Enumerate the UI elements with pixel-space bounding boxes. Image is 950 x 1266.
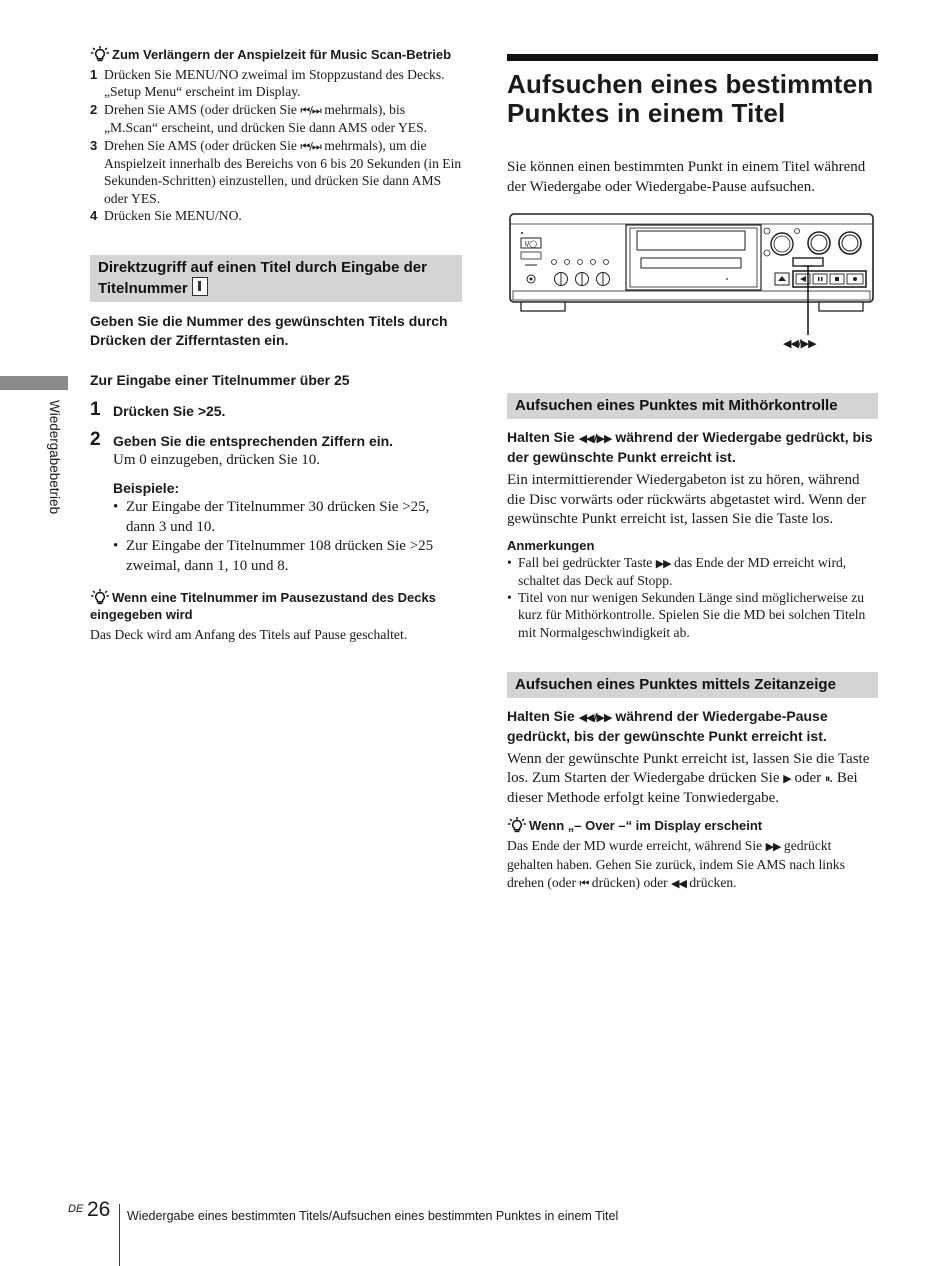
tip-body: Das Deck wird am Anfang des Titels auf Pause geschaltet.: [90, 627, 408, 643]
list-number: 2: [90, 101, 98, 117]
skip-prev-next-icon: ⏮/⏭: [300, 103, 321, 117]
step-number: 2: [90, 428, 101, 450]
list-number: 3: [90, 137, 98, 153]
side-tab-marker: [0, 376, 68, 390]
tip-over-body: [507, 837, 878, 892]
page-number: 26: [87, 1198, 111, 1221]
step-text: Drücken Sie >25.: [113, 402, 226, 419]
tip-heading-pause: [90, 589, 462, 623]
svg-text:I/◯: I/◯: [524, 240, 538, 248]
step-1: [90, 398, 462, 421]
list-item: • Zur Eingabe der Titelnummer 108 drücken Sie >25 zweimal, dann 1, 10 und 8.: [113, 537, 462, 576]
list-item: • Zur Eingabe der Titelnummer 30 drücken Sie >25, dann 3 und 10.: [113, 498, 462, 537]
sec1-body: Ein intermittierender Wiedergabeton ist zu hören, während die Disc vorwärts oder rückwärts abgetastet wird. Wenn der gewünschte Punkt erreicht ist, lassen Sie die Taste los.: [507, 472, 866, 527]
notes-list: [507, 554, 878, 641]
subheading-over-25: Zur Eingabe einer Titelnummer über 25: [90, 371, 350, 388]
ff-rew-icon: ◀◀/▶▶: [578, 432, 612, 445]
left-column: [90, 46, 462, 644]
section-heading-time-display: Aufsuchen eines Punktes mittels Zeitanzeige: [507, 672, 878, 698]
section-heading-monitor: Aufsuchen eines Punktes mit Mithörkontrolle: [507, 393, 878, 419]
md-deck-drawing: [507, 211, 878, 361]
section-heading-text: Direktzugriff auf einen Titel durch Eingabe der Titelnummer: [98, 258, 427, 297]
footer-language-code: DE: [68, 1203, 84, 1215]
tip-text: Das Ende der MD wurde erreicht, während Sie: [507, 838, 766, 854]
sec1-lead: [507, 428, 878, 467]
list-text: Drücken Sie MENU/NO.: [104, 208, 242, 224]
footer-divider: [119, 1204, 120, 1266]
list-text: Drehen Sie AMS (oder drücken Sie: [104, 101, 301, 117]
tip-heading-over: [507, 817, 878, 834]
lightbulb-tip-icon: [90, 589, 110, 605]
section-lead: Geben Sie die Nummer des gewünschten Titels durch Drücken der Zifferntasten ein.: [90, 312, 448, 348]
md-deck-illustration: [507, 211, 878, 361]
sec2-body: [507, 750, 878, 809]
step-text: Geben Sie die entsprechenden Ziffern ein.: [113, 432, 394, 449]
sec2-lead: [507, 707, 878, 746]
page-footer: [68, 1198, 868, 1266]
tip-text: gedrückt gehalten haben. Gehen Sie zurück, indem Sie AMS nach links drehen (oder: [507, 838, 845, 890]
title-rule: [507, 54, 878, 61]
lightbulb-tip-icon: [90, 46, 110, 62]
tip-heading-text: Zum Verlängern der Anspielzeit für Music Scan-Betrieb: [112, 47, 452, 62]
examples-label: Beispiele:: [113, 480, 180, 497]
list-item: [507, 554, 878, 590]
note-text: Fall bei gedrückter Taste: [518, 554, 656, 570]
step-body: Um 0 einzugeben, drücken Sie 10.: [113, 451, 321, 468]
side-chapter-label: Wiedergabebetrieb: [47, 400, 62, 515]
skip-previous-icon: ⏮: [579, 876, 589, 890]
note-text: das Ende der MD erreicht wird, schaltet das Deck auf Stopp.: [518, 554, 847, 588]
play-icon: ▶: [783, 772, 791, 786]
rewind-icon: ◀◀: [671, 876, 686, 890]
right-column: [507, 54, 878, 892]
fast-forward-icon: ▶▶: [765, 840, 781, 854]
body-text: oder: [790, 770, 825, 787]
lead-text: Halten Sie: [507, 429, 579, 445]
examples-list: [113, 498, 462, 576]
skip-prev-next-icon: ⏮/⏭: [300, 139, 321, 153]
list-item: [90, 101, 462, 137]
body-text: Wenn der gewünschte Punkt erreicht ist, lassen Sie die Taste los. Zum Starten der Wiedergabe drücken Sie: [507, 750, 870, 787]
list-number: 4: [90, 208, 98, 224]
ff-rew-icon: ◀◀/▶▶: [578, 710, 612, 724]
fast-forward-icon: ▶▶: [655, 556, 671, 570]
intro-text: Sie können einen bestimmten Punkt in einem Titel während der Wiedergabe oder Wiedergabe-Pause aufsuchen.: [507, 159, 866, 195]
tip-text: drücken) oder: [588, 874, 672, 890]
lightbulb-tip-icon: [507, 817, 527, 833]
tip-heading-extend-scan: [90, 46, 462, 63]
list-text: Drücken Sie MENU/NO zweimal im Stoppzustand des Decks. „Setup Menu“ erscheint im Display.: [104, 67, 445, 100]
ff-rew-button-callout: ◀◀/▶▶: [783, 337, 816, 350]
body-text: . Bei dieser Methode erfolgt keine Tonwiedergabe.: [507, 770, 858, 806]
list-item: [90, 66, 462, 101]
footer-running-title: Wiedergabe eines bestimmten Titels/Aufsuchen eines bestimmten Punktes in einem Titel: [127, 1209, 619, 1223]
note-text: Titel von nur wenigen Sekunden Länge sind möglicherweise zu kurz für Mithörkontrolle. Spielen Sie die MD bei solchen Titeln mit Normalgeschwindigkeit ab.: [518, 590, 866, 640]
section-heading-direct-access: [90, 255, 462, 302]
list-item: [90, 207, 462, 224]
list-text: mehrmals), um die Anspielzeit innerhalb des Bereichs von 6 bis 20 Sekunden (in Ein Sekunden-Schritten) einzustellen, und drücken Sie dann AMS oder YES.: [104, 137, 462, 206]
lead-text: während der Wiedergabe gedrückt, bis der gewünschte Punkt erreicht ist.: [507, 429, 873, 465]
step-2: [90, 428, 462, 577]
lead-text: Halten Sie: [507, 707, 579, 724]
lead-text: während der Wiedergabe-Pause gedrückt, bis der gewünschte Punkt erreicht ist.: [507, 707, 828, 744]
tip-text: drücken.: [685, 874, 737, 890]
tip-heading-text: Wenn eine Titelnummer im Pausezustand des Decks eingegeben wird: [90, 590, 436, 623]
list-item: [90, 137, 462, 208]
list-number: 1: [90, 67, 98, 82]
list-item: [507, 589, 878, 641]
remote-only-icon: [192, 277, 208, 296]
pause-icon: ⏸: [824, 772, 830, 786]
list-text: mehrmals), bis „M.Scan“ erscheint, und drücken Sie dann AMS oder YES.: [104, 101, 428, 136]
notes-label: Anmerkungen: [507, 537, 595, 553]
step-number: 1: [90, 398, 101, 420]
page-title: Aufsuchen eines bestimmten Punktes in einem Titel: [507, 69, 874, 128]
list-text: Drehen Sie AMS (oder drücken Sie: [104, 137, 301, 153]
scan-steps-list: [90, 66, 462, 225]
tip-heading-text: Wenn „– Over –“ im Display erscheint: [529, 818, 763, 834]
